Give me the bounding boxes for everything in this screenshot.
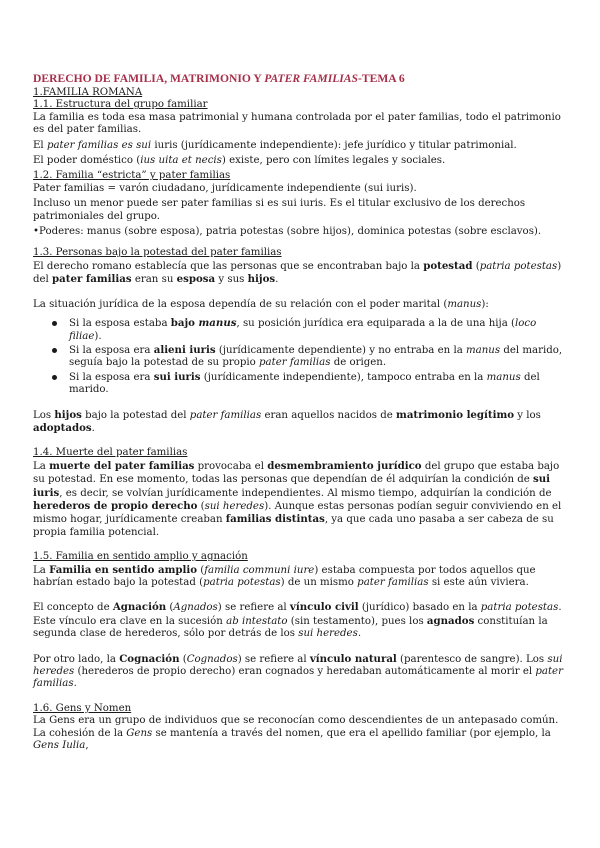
document-title <box>33 72 570 86</box>
section-1-4 <box>33 447 570 539</box>
paragraph: El poder doméstico (ius uita et necis) existe, pero con límites legales y sociales. <box>33 155 446 167</box>
section-1-2 <box>33 170 570 238</box>
paragraph: •Poderes: manus (sobre esposa), patria potestas (sobre hijos), dominica potestas (sobre esclavos). <box>33 226 542 238</box>
paragraph: El derecho romano establecía que las personas que se encontraban bajo la potestad (patria potestas) del pater familias eran su esposa y sus hijos. <box>33 259 562 286</box>
bullet-list <box>33 317 570 396</box>
paragraph: Los hijos bajo la potestad del pater familias eran aquellos nacidos de matrimonio legítimo y los adoptados. <box>33 408 541 434</box>
paragraph: El pater familias es sui iuris (jurídicamente independiente): jefe jurídico y titular patrimonial. <box>33 139 517 151</box>
paragraph: Por otro lado, la Cognación (Cognados) se refiere al vínculo natural (parentesco de sangre). Los sui heredes (herederos de propio derecho) eran cognados y heredaban automáticamente al morir el pater familias. <box>33 652 563 690</box>
paragraph: El concepto de Agnación (Agnados) se refiere al vínculo civil (jurídico) basado en la patria potestas. Este vínculo era clave en la sucesión ab intestato (sin testamento), pues los agnados constituían la segunda clase de herederos, sólo por detrás de los sui heredes. <box>33 601 562 640</box>
section-heading: 1.6. Gens y Nomen <box>33 702 132 714</box>
section-heading: 1.5. Familia en sentido amplio y agnación <box>33 551 248 563</box>
title-text: DERECHO DE FAMILIA, MATRIMONIO Y <box>33 72 265 85</box>
section-heading: 1.3. Personas bajo la potestad del pater familias <box>33 247 282 259</box>
bullet-icon <box>52 348 57 353</box>
title-italic-text: PATER FAMILIAS <box>264 72 358 85</box>
paragraph: La muerte del pater familias provocaba el desmembramiento jurídico del grupo que estaba bajo su potestad. En ese momento, todas las personas que dependían de él adquirían la condición de sui iuris, es decir, se volvían jurídicamente independientes. Al mismo tiempo, adquirían la condición de herederos de propio derecho (sui heredes). Aunque estas personas podían seguir conviviendo en el mismo hogar, jurídicamente creaban familias distintas, ya que cada uno pasaba a ser cabeza de su propia familia potencial. <box>33 459 562 538</box>
section-1-1 <box>33 99 570 167</box>
paragraph: La Familia en sentido amplio (familia communi iure) estaba compuesta por todos aquellos que habrían estado bajo la potestad (patria potestas) de un mismo pater familias si este aún viviera. <box>33 563 536 588</box>
section-heading: 1.1. Estructura del grupo familiar <box>33 99 208 111</box>
paragraph: La Gens era un grupo de individuos que se reconocían como descendientes de un antepasado común. La cohesión de la Gens se mantenía a través del nomen, que era el apellido familiar (por ejemplo, la Gens Iulia, <box>33 715 559 752</box>
paragraph: Incluso un menor puede ser pater familias si es sui iuris. Es el titular exclusivo de los derechos patrimoniales del grupo. <box>33 198 526 222</box>
section-1-3 <box>33 247 570 435</box>
section-heading: 1.2. Familia “estricta” y pater familias <box>33 170 231 182</box>
main-heading: 1.FAMILIA ROMANA <box>33 87 143 98</box>
bullet-icon <box>52 375 57 380</box>
list-item: Si la esposa era sui iuris (jurídicamente independiente), tampoco entraba en la manus del marido. <box>69 371 570 397</box>
bullet-icon <box>52 321 57 326</box>
section-1-5 <box>33 551 570 691</box>
paragraph: La situación jurídica de la esposa dependía de su relación con el poder marital (manus): <box>33 298 489 310</box>
list-item: Si la esposa estaba bajo manus, su posición jurídica era equiparada a la de una hija (loco filiae). <box>69 317 570 343</box>
paragraph: La familia es toda esa masa patrimonial y humana controlada por el pater familias, todo el patrimonio es del pater familias. <box>33 111 561 136</box>
title-suffix: -TEMA 6 <box>358 72 405 85</box>
section-heading: 1.4. Muerte del pater familias <box>33 447 188 459</box>
list-item: Si la esposa era alieni iuris (jurídicamente dependiente) y no entraba en la manus del marido, seguía bajo la potestad de su propio pater familias de origen. <box>69 344 570 370</box>
paragraph: Pater familias = varón ciudadano, jurídicamente independiente (sui iuris). <box>33 182 417 194</box>
section-1-6 <box>33 703 570 753</box>
